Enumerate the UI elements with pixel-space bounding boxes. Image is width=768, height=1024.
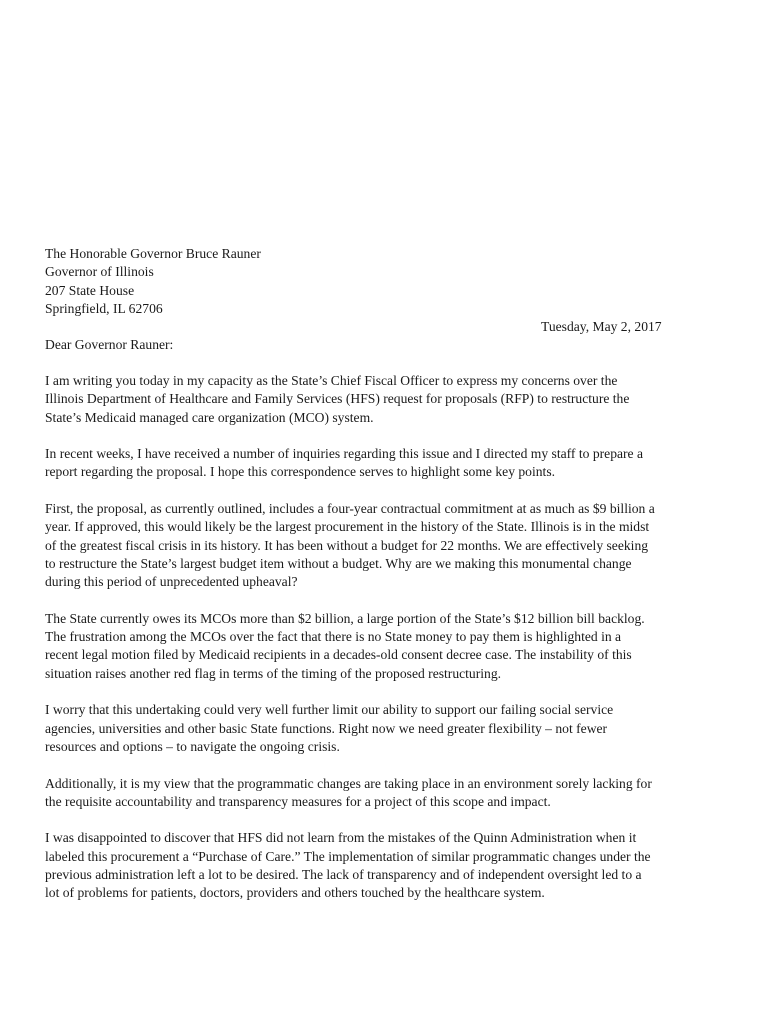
recipient-address-block (45, 245, 685, 318)
paragraph-line: to restructure the State’s largest budget item without a budget. Why are we making this monumental change (45, 555, 632, 571)
paragraph-line: the requisite accountability and transparency measures for a project of this scope and impact. (45, 793, 551, 809)
paragraph-line: recent legal motion filed by Medicaid recipients in a decades-old consent decree case. The instability of this (45, 647, 632, 663)
recipient-city: Springfield, IL 62706 (45, 300, 163, 316)
paragraph-line: lot of problems for patients, doctors, providers and others touched by the healthcare system. (45, 885, 545, 901)
paragraph-2 (45, 445, 725, 482)
paragraph-line: agencies, universities and other basic State functions. Right now we need greater flexibility – not fewer (45, 720, 608, 736)
paragraph-line: during this period of unprecedented upheaval? (45, 574, 298, 590)
paragraph-line: I am writing you today in my capacity as the State’s Chief Fiscal Officer to express my concerns over the (45, 373, 618, 388)
paragraph-line: labeled this procurement a “Purchase of Care.” The implementation of similar programmatic changes under the (45, 848, 651, 864)
paragraph-line: I was disappointed to discover that HFS did not learn from the mistakes of the Quinn Administration when it (45, 830, 637, 846)
paragraph-line: previous administration left a lot to be desired. The lack of transparency and of independent oversight led to a (45, 867, 642, 883)
paragraph-1 (45, 372, 725, 427)
paragraph-line: report regarding the proposal. I hope this correspondence serves to highlight some key points. (45, 464, 556, 480)
paragraph-line: resources and options – to navigate the ongoing crisis. (45, 738, 340, 754)
paragraph-line: The frustration among the MCOs over the fact that there is no State money to pay them is highlighted in a (45, 629, 622, 645)
letter-body (45, 372, 725, 921)
paragraph-line: of the greatest fiscal crisis in its history. It has been without a budget for 22 months. We are effectively seeking (45, 537, 649, 553)
paragraph-line: Additionally, it is my view that the programmatic changes are taking place in an environment sorely lacking for (45, 775, 652, 791)
paragraph-7 (45, 829, 725, 902)
paragraph-line: situation raises another red flag in terms of the timing of the proposed restructuring. (45, 665, 502, 681)
paragraph-4 (45, 610, 725, 683)
recipient-name: The Honorable Governor Bruce Rauner (45, 246, 261, 261)
paragraph-line: First, the proposal, as currently outlined, includes a four-year contractual commitment at as much as $9 billion a (45, 501, 655, 517)
paragraph-6 (45, 775, 725, 812)
recipient-street: 207 State House (45, 282, 135, 298)
paragraph-5 (45, 701, 725, 756)
paragraph-line: Illinois Department of Healthcare and Family Services (HFS) request for proposals (RFP) to restructure the (45, 391, 630, 407)
paragraph-line: year. If approved, this would likely be the largest procurement in the history of the State. Illinois is in the midst (45, 519, 650, 535)
salutation: Dear Governor Rauner: (45, 337, 174, 352)
paragraph-line: I worry that this undertaking could very well further limit our ability to support our failing social service (45, 702, 614, 718)
letter-date: Tuesday, May 2, 2017 (541, 319, 662, 334)
paragraph-line: State’s Medicaid managed care organization (MCO) system. (45, 409, 374, 425)
recipient-title: Governor of Illinois (45, 264, 154, 280)
paragraph-3 (45, 500, 725, 591)
paragraph-line: In recent weeks, I have received a number of inquiries regarding this issue and I directed my staff to prepare a (45, 446, 644, 462)
paragraph-line: The State currently owes its MCOs more than $2 billion, a large portion of the State’s $12 billion bill backlog. (45, 610, 645, 626)
